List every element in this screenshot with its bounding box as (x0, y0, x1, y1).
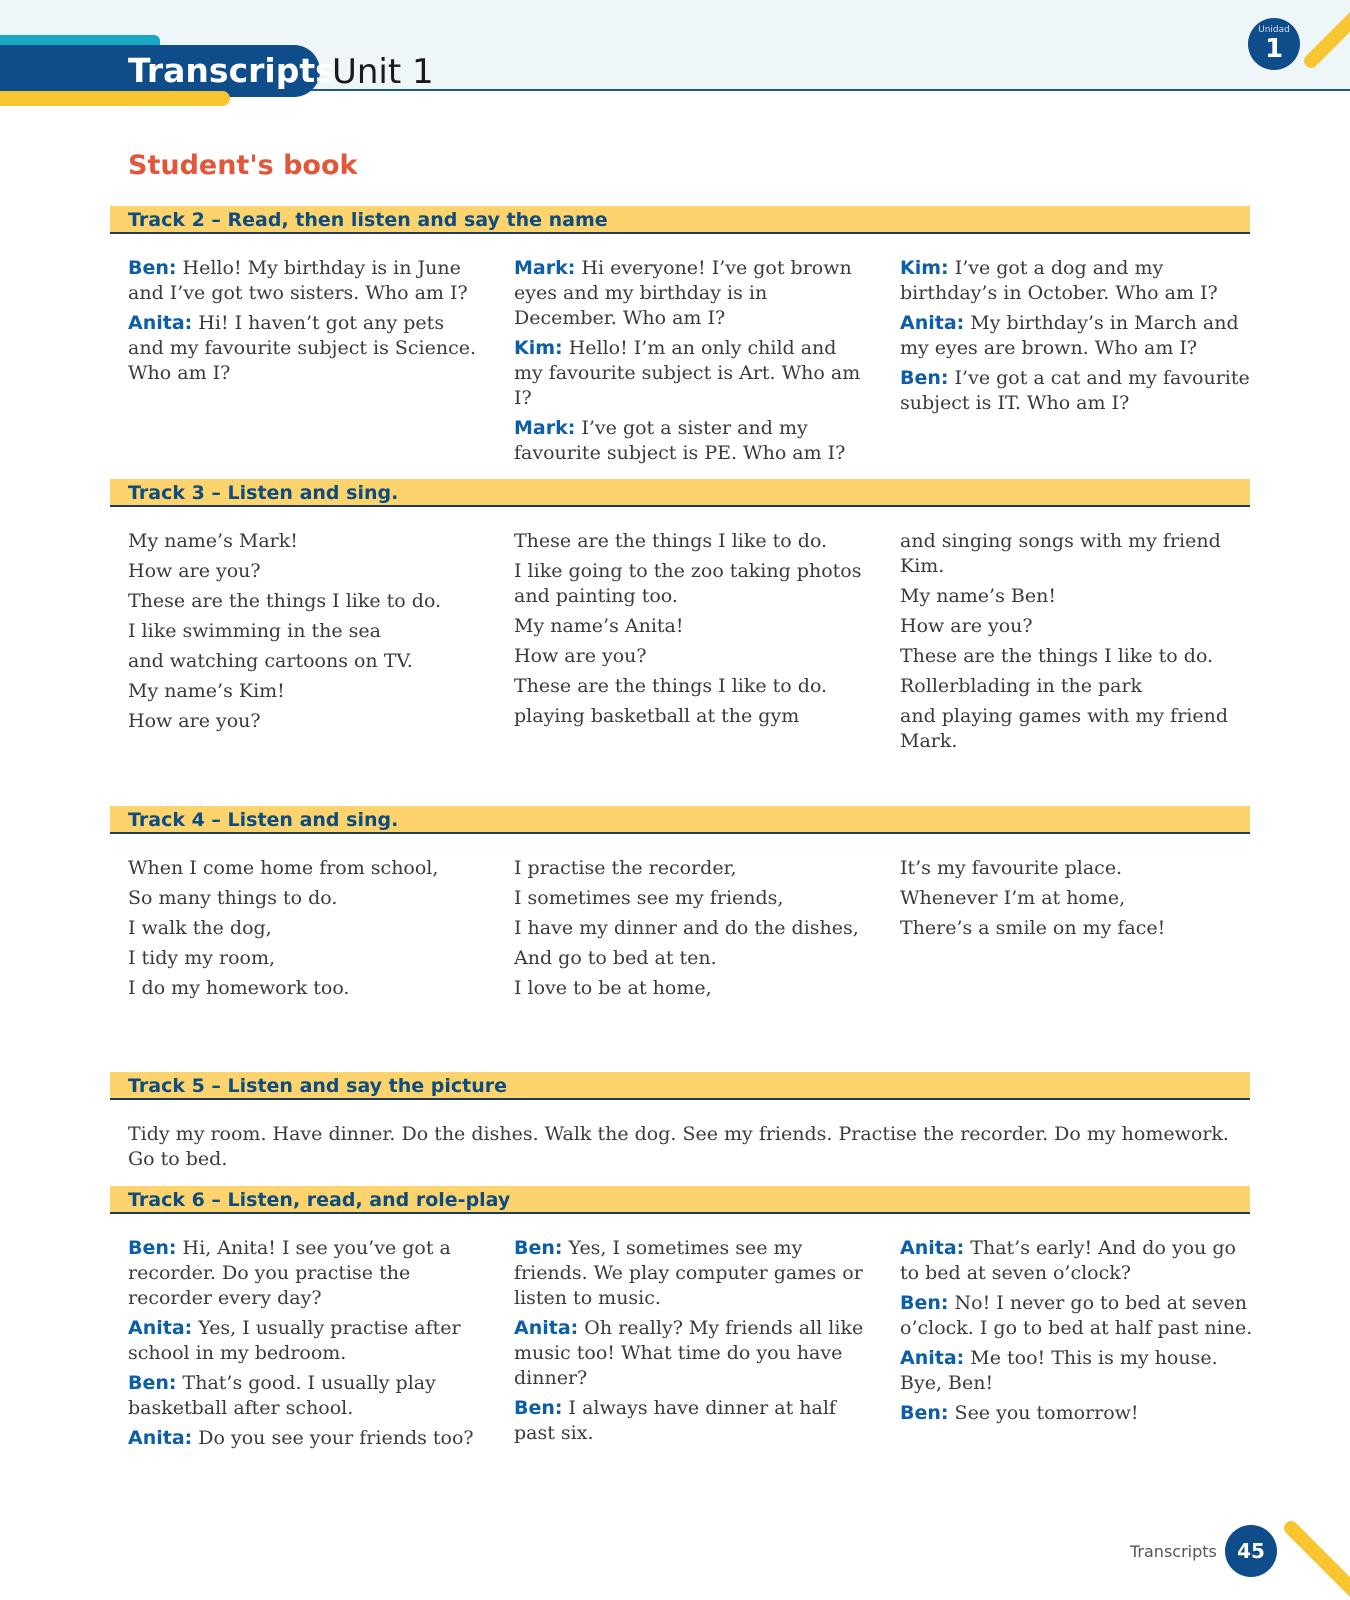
unit-title: Unit 1 (332, 52, 434, 92)
dialog-line (128, 256, 483, 306)
lyric-line: These are the things I like to do. (128, 590, 442, 612)
track-2-col-2 (514, 256, 869, 471)
lyric-line: My name’s Ben! (900, 585, 1056, 607)
speaker-name: Ben: (900, 1292, 949, 1314)
dialog-text: Hello! My birthday is in June and I’ve got two sisters. Who am I? (128, 257, 468, 304)
lyric-line: My name’s Mark! (128, 530, 298, 552)
unit-badge-label: Unidad (1258, 25, 1290, 35)
dialog-line (514, 1396, 869, 1446)
dialog-line (900, 1346, 1255, 1396)
track-6-heading: Track 6 – Listen, read, and role-play (110, 1186, 1250, 1214)
track-5-heading: Track 5 – Listen and say the picture (110, 1072, 1250, 1100)
track-4-col-1 (128, 856, 483, 1006)
speaker-name: Mark: (514, 257, 576, 279)
track-2-heading: Track 2 – Read, then listen and say the name (110, 206, 1250, 234)
dialog-text: Me too! This is my house. Bye, Ben! (900, 1347, 1218, 1394)
dialog-text: Hi, Anita! I see you’ve got a recorder. Do you practise the recorder every day? (128, 1237, 451, 1309)
lyric-line: When I come home from school, (128, 857, 439, 879)
track-4-col-3 (900, 856, 1255, 946)
page-number-badge (1215, 1515, 1350, 1600)
dialog-line (514, 1316, 869, 1391)
track-5-text: Tidy my room. Have dinner. Do the dishes. Walk the dog. See my friends. Practise the recorder. Do my homework. Go to bed. (128, 1123, 1229, 1170)
lyric-line: I like swimming in the sea (128, 620, 381, 642)
dialog-text: My birthday’s in March and my eyes are brown. Who am I? (900, 312, 1239, 359)
section-title: Student's book (128, 150, 358, 181)
track-2-col-1 (128, 256, 483, 391)
lyric-line: I walk the dog, (128, 917, 272, 939)
speaker-name: Ben: (128, 1372, 177, 1394)
lyric-line: and playing games with my friend Mark. (900, 705, 1229, 752)
lyric-line: These are the things I like to do. (514, 675, 828, 697)
track-2-col-3 (900, 256, 1255, 421)
speaker-name: Ben: (514, 1237, 563, 1259)
unit-badge-stripe (1301, 0, 1350, 71)
page-number: 45 (1237, 1539, 1265, 1563)
lyric-line: These are the things I like to do. (900, 645, 1214, 667)
speaker-name: Kim: (900, 257, 949, 279)
track-4-heading: Track 4 – Listen and sing. (110, 806, 1250, 834)
speaker-name: Anita: (900, 1347, 965, 1369)
lyric-line: Whenever I’m at home, (900, 887, 1126, 909)
header-rule (300, 89, 1350, 91)
lyric-line: How are you? (128, 560, 261, 582)
speaker-name: Mark: (514, 417, 576, 439)
lyric-line: And go to bed at ten. (514, 947, 717, 969)
speaker-name: Ben: (900, 367, 949, 389)
speaker-name: Anita: (128, 1317, 193, 1339)
dialog-text: No! I never go to bed at seven o’clock. I go to bed at half past nine. (900, 1292, 1253, 1339)
track-6-col-2 (514, 1236, 869, 1451)
dialog-line (514, 1236, 869, 1311)
dialog-text: I always have dinner at half past six. (514, 1397, 836, 1444)
dialog-text: Hi everyone! I’ve got brown eyes and my birthday is in December. Who am I? (514, 257, 852, 329)
speaker-name: Ben: (128, 257, 177, 279)
speaker-name: Ben: (900, 1402, 949, 1424)
track-3-col-2 (514, 529, 869, 734)
lyric-line: and singing songs with my friend Kim. (900, 530, 1221, 577)
track-3-heading: Track 3 – Listen and sing. (110, 479, 1250, 507)
dialog-text: That’s good. I usually play basketball after school. (128, 1372, 436, 1419)
lyric-line: How are you? (514, 645, 647, 667)
lyric-line: So many things to do. (128, 887, 338, 909)
lyric-line: It’s my favourite place. (900, 857, 1123, 879)
lyric-line: I love to be at home, (514, 977, 712, 999)
footer-label: Transcripts (1130, 1542, 1217, 1561)
track-4-col-2 (514, 856, 869, 1006)
dialog-line (128, 1371, 483, 1421)
dialog-text: I’ve got a cat and my favourite subject is IT. Who am I? (900, 367, 1250, 414)
track-3-col-3 (900, 529, 1255, 759)
speaker-name: Ben: (514, 1397, 563, 1419)
lyric-line: Rollerblading in the park (900, 675, 1143, 697)
lyric-line: My name’s Kim! (128, 680, 285, 702)
speaker-name: Ben: (128, 1237, 177, 1259)
speaker-name: Anita: (128, 312, 193, 334)
dialog-text: Do you see your friends too? (198, 1427, 474, 1449)
dialog-line (128, 311, 483, 386)
lyric-line: There’s a smile on my face! (900, 917, 1166, 939)
lyric-line: These are the things I like to do. (514, 530, 828, 552)
dialog-line (514, 416, 869, 466)
dialog-text: Hello! I’m an only child and my favourite subject is Art. Who am I? (514, 337, 861, 409)
dialog-text: I’ve got a dog and my birthday’s in October. Who am I? (900, 257, 1218, 304)
dialog-text: I’ve got a sister and my favourite subject is PE. Who am I? (514, 417, 846, 464)
track-3-col-1 (128, 529, 483, 739)
dialog-line (128, 1236, 483, 1311)
dialog-line (128, 1316, 483, 1366)
track-6-col-1 (128, 1236, 483, 1456)
dialog-text: Hi! I haven’t got any pets and my favourite subject is Science. Who am I? (128, 312, 477, 384)
lyric-line: I do my homework too. (128, 977, 350, 999)
speaker-name: Anita: (900, 312, 965, 334)
unit-badge (1230, 0, 1350, 90)
lyric-line: I tidy my room, (128, 947, 275, 969)
speaker-name: Anita: (514, 1317, 579, 1339)
lyric-line: playing basketball at the gym (514, 705, 800, 727)
lyric-line: I practise the recorder, (514, 857, 737, 879)
speaker-name: Kim: (514, 337, 563, 359)
lyric-line: How are you? (900, 615, 1033, 637)
dialog-line (900, 1236, 1255, 1286)
unit-badge-number: 1 (1264, 34, 1284, 64)
dialog-line (514, 256, 869, 331)
track-6-col-3 (900, 1236, 1255, 1431)
dialog-text: See you tomorrow! (954, 1402, 1139, 1424)
lyric-line: and watching cartoons on TV. (128, 650, 413, 672)
lyric-line: I sometimes see my friends, (514, 887, 784, 909)
speaker-name: Anita: (900, 1237, 965, 1259)
dialog-line (128, 1426, 483, 1451)
dialog-line (900, 1291, 1255, 1341)
page-title: Transcripts (128, 51, 335, 90)
dialog-text: Yes, I usually practise after school in my bedroom. (128, 1317, 461, 1364)
lyric-line: I like going to the zoo taking photos and painting too. (514, 560, 862, 607)
lyric-line: My name’s Anita! (514, 615, 684, 637)
page-badge-stripe (1281, 1518, 1350, 1600)
dialog-text: That’s early! And do you go to bed at seven o’clock? (900, 1237, 1236, 1284)
lyric-line: How are you? (128, 710, 261, 732)
dialog-line (900, 256, 1255, 306)
dialog-text: Yes, I sometimes see my friends. We play computer games or listen to music. (514, 1237, 863, 1309)
dialog-line (900, 1401, 1255, 1426)
dialog-line (514, 336, 869, 411)
lyric-line: I have my dinner and do the dishes, (514, 917, 859, 939)
dialog-line (900, 311, 1255, 361)
speaker-name: Anita: (128, 1427, 193, 1449)
dialog-line (900, 366, 1255, 416)
dialog-text: Oh really? My friends all like music too! What time do you have dinner? (514, 1317, 864, 1389)
